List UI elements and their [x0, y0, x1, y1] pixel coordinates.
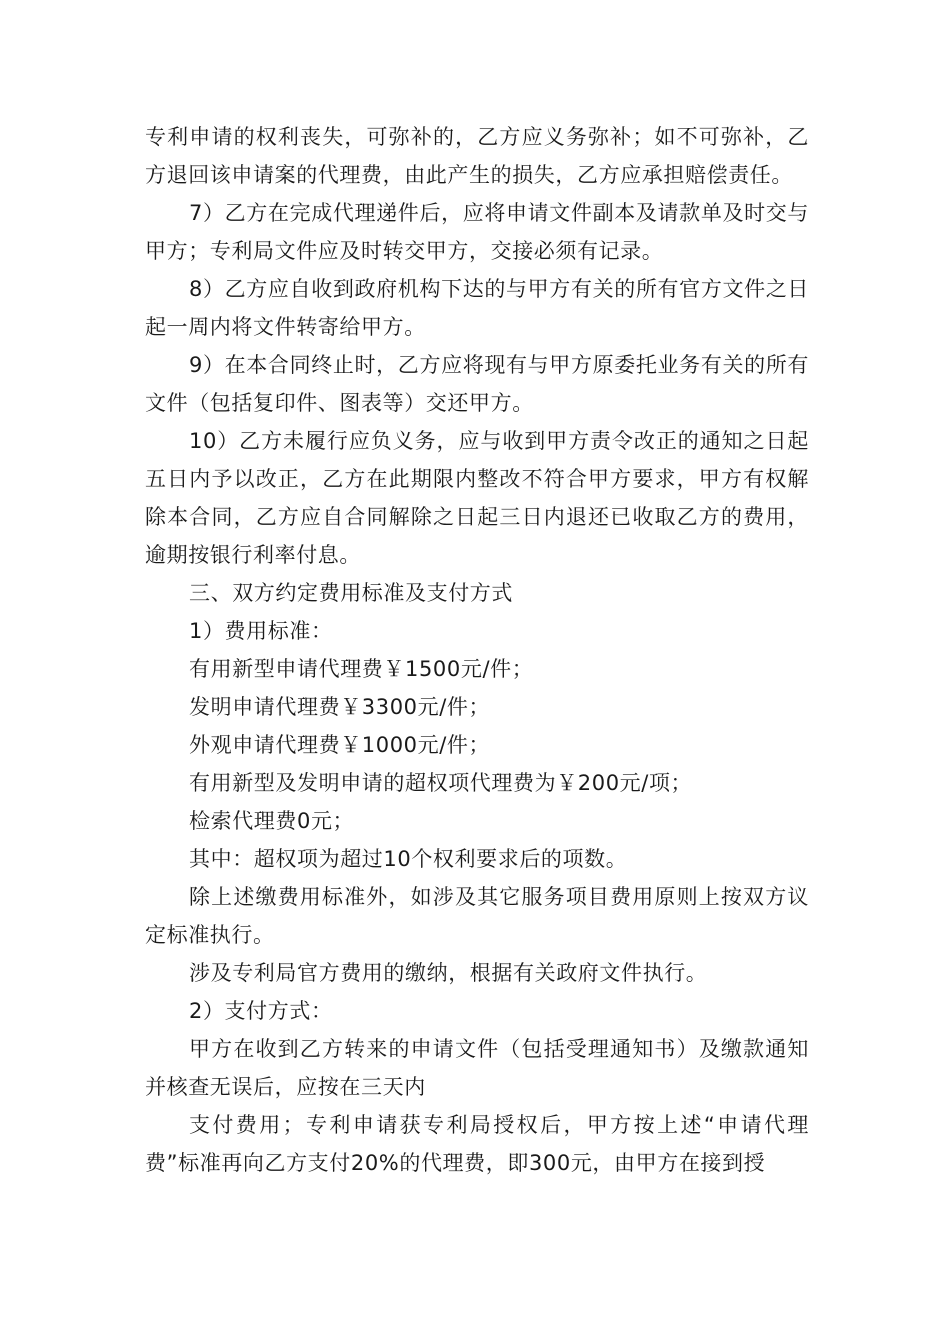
fee-item-design: 外观申请代理费￥1000元/件； — [189, 733, 491, 757]
fee-note-official-fees: 涉及专利局官方费用的缴纳，根据有关政府文件执行。 — [189, 961, 708, 985]
paragraph-clause-9: 9）在本合同终止时，乙方应将现有与甲方原委托业务有关的所有文件（包括复印件、图表等）交还甲方。 — [145, 353, 809, 415]
document-body — [145, 118, 809, 1182]
fee-item-invention: 发明申请代理费￥3300元/件； — [189, 695, 491, 719]
fee-note-other-services: 除上述缴费用标准外，如涉及其它服务项目费用原则上按双方议定标准执行。 — [145, 885, 809, 947]
paragraph-clause-7: 7）乙方在完成代理递件后，应将申请文件副本及请款单及时交与甲方；专利局文件应及时转交甲方，交接必须有记录。 — [145, 201, 809, 263]
fee-item-utility-model: 有用新型申请代理费￥1500元/件； — [189, 657, 534, 681]
paragraph-clause-8: 8）乙方应自收到政府机构下达的与甲方有关的所有官方文件之日起一周内将文件转寄给甲方。 — [145, 277, 809, 339]
fee-note-excess-claims: 其中：超权项为超过10个权利要求后的项数。 — [189, 847, 628, 871]
section-heading-fees: 三、双方约定费用标准及支付方式 — [189, 581, 513, 605]
payment-paragraph-2: 支付费用；专利申请获专利局授权后，甲方按上述“申请代理费”标准再向乙方支付20%的代理费，即300元，由甲方在接到授 — [145, 1113, 809, 1175]
subheading-payment-method: 2）支付方式： — [189, 999, 333, 1023]
fee-item-excess-claims: 有用新型及发明申请的超权项代理费为￥200元/项； — [189, 771, 693, 795]
paragraph-patent-loss: 专利申请的权利丧失，可弥补的，乙方应义务弥补；如不可弥补，乙方退回该申请案的代理费，由此产生的损失，乙方应承担赔偿责任。 — [145, 125, 809, 187]
subheading-fee-standard: 1）费用标准： — [189, 619, 333, 643]
fee-item-search: 检索代理费0元； — [189, 809, 355, 833]
paragraph-clause-10: 10）乙方未履行应负义务，应与收到甲方责令改正的通知之日起五日内予以改正，乙方在此期限内整改不符合甲方要求，甲方有权解除本合同，乙方应自合同解除之日起三日内退还已收取乙方的费用，逾期按银行利率付息。 — [145, 429, 809, 567]
payment-paragraph-1: 甲方在收到乙方转来的申请文件（包括受理通知书）及缴款通知并核查无误后，应按在三天内 — [145, 1037, 809, 1099]
